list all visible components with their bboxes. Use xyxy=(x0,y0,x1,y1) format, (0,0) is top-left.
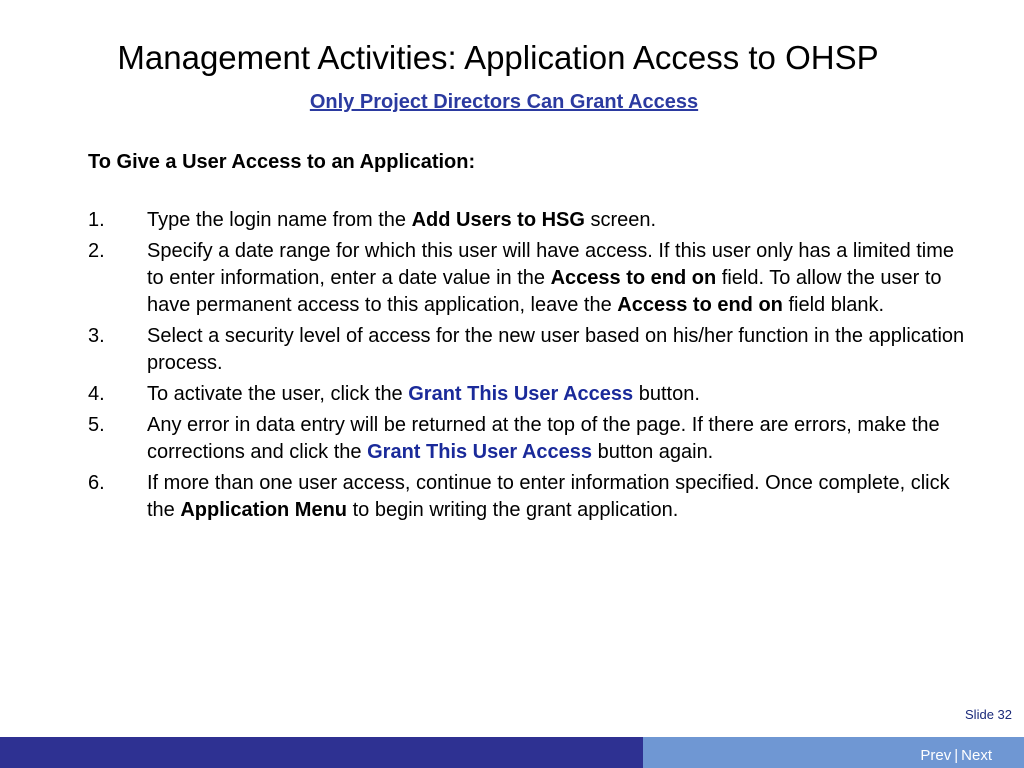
step-number: 3. xyxy=(88,325,105,347)
step-item xyxy=(88,412,968,466)
step-number: 6. xyxy=(88,472,105,494)
step-text: field. To allow the user to have permanent access to this application, leave the xyxy=(147,267,942,316)
slide-number: Slide 32 xyxy=(965,707,1012,722)
steps-list xyxy=(88,207,968,528)
step-item xyxy=(88,323,968,377)
step-item xyxy=(88,381,968,408)
step-bold-term: Application Menu xyxy=(180,499,348,521)
step-item xyxy=(88,207,968,234)
step-text: to begin writing the grant application. xyxy=(347,499,679,521)
footer-bar-dark xyxy=(0,737,643,768)
step-bold-term: Add Users to HSG xyxy=(411,209,585,231)
step-text: Type the login name from the xyxy=(147,209,412,231)
step-number: 2. xyxy=(88,240,105,262)
step-text: screen. xyxy=(584,209,657,231)
step-number: 5. xyxy=(88,414,105,436)
slide-subtitle: Only Project Directors Can Grant Access xyxy=(309,91,699,113)
nav-separator: | xyxy=(954,747,959,764)
step-text: To activate the user, click the xyxy=(147,383,409,405)
step-number: 1. xyxy=(88,209,105,231)
step-item xyxy=(88,470,968,524)
step-text: Select a security level of access for the new user based on his/her function in the application process. xyxy=(147,325,965,374)
step-text: Specify a date range for which this user will have access. If this user only has a limited time to enter information, enter a date value in the xyxy=(147,240,955,289)
step-text: button. xyxy=(633,383,700,405)
section-heading: To Give a User Access to an Application: xyxy=(88,151,476,173)
step-text: button again. xyxy=(592,441,714,463)
step-text: If more than one user access, continue to enter information specified. Once complete, click the xyxy=(147,472,950,521)
step-button-reference: Grant This User Access xyxy=(367,441,593,463)
prev-link[interactable]: Prev xyxy=(920,747,952,764)
step-item xyxy=(88,238,968,319)
step-bold-term: Access to end on xyxy=(550,267,717,289)
slide-navigation xyxy=(920,746,992,766)
step-text: Any error in data entry will be returned at the top of the page. If there are errors, make the corrections and click the xyxy=(147,414,940,463)
step-bold-term: Access to end on xyxy=(617,294,783,316)
step-text: field blank. xyxy=(782,294,885,316)
next-link[interactable]: Next xyxy=(961,747,992,764)
step-button-reference: Grant This User Access xyxy=(408,383,634,405)
slide-title: Management Activities: Application Access to OHSP xyxy=(117,39,879,76)
step-number: 4. xyxy=(88,383,105,405)
